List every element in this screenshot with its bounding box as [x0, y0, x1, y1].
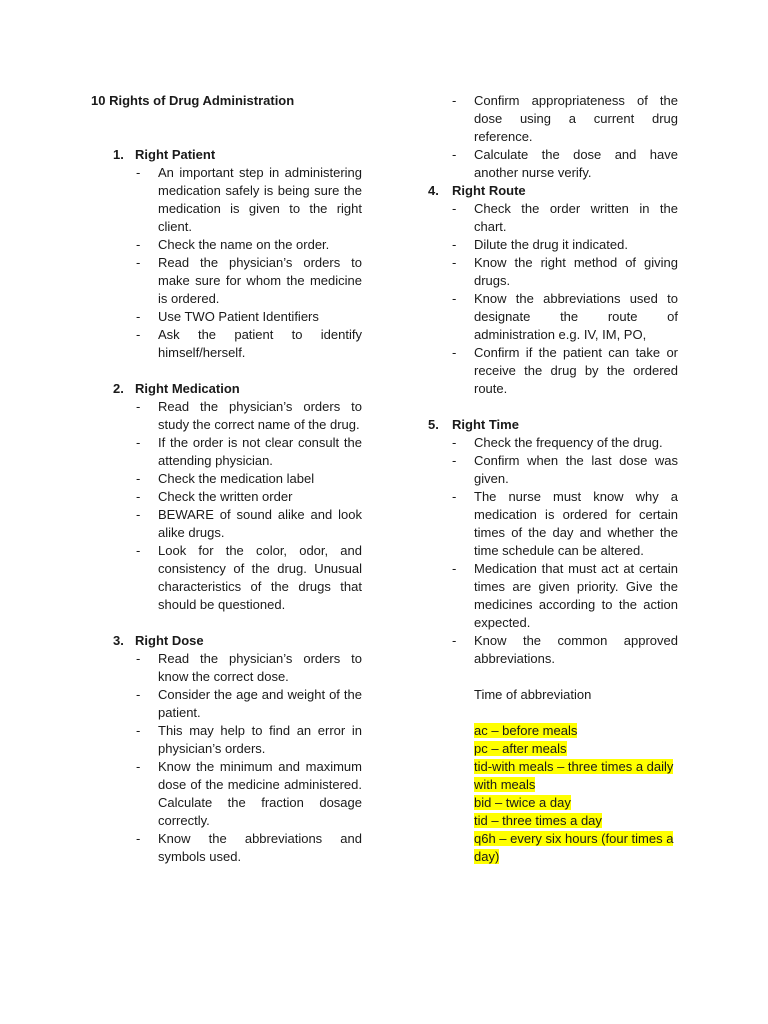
list-item-text: Know the common approved abbreviations.: [474, 633, 678, 666]
list-item: [91, 164, 362, 236]
list-item-text: Know the minimum and maximum dose of the medicine administered. Calculate the fraction dosage correctly.: [158, 759, 362, 828]
list-item: [91, 254, 362, 308]
list-item: [91, 236, 362, 254]
abbreviation-line: [474, 740, 678, 758]
list-item-text: Check the written order: [158, 489, 293, 504]
dash-marker: -: [452, 345, 457, 360]
highlighted-abbreviation: ac – before meals: [474, 723, 578, 738]
list-item-text: Check the name on the order.: [158, 237, 330, 252]
section-heading: [91, 380, 362, 398]
section-number: 3.: [113, 633, 124, 648]
list-item-text: This may help to find an error in physician’s orders.: [158, 723, 362, 756]
left-column: [91, 92, 362, 866]
dash-marker: -: [452, 291, 457, 306]
bullet-list: [91, 164, 362, 362]
dash-marker: -: [136, 651, 141, 666]
list-item: [91, 326, 362, 362]
bullet-list: [91, 650, 362, 866]
list-item-text: Check the order written in the chart.: [474, 201, 678, 234]
highlighted-abbreviation: tid – three times a day: [474, 813, 602, 828]
abbreviation-block: [474, 686, 678, 866]
list-item-text: Know the right method of giving drugs.: [474, 255, 678, 288]
section-heading: [424, 182, 678, 200]
highlighted-abbreviation: tid-with meals – three times a daily with meals: [474, 759, 674, 792]
dash-marker: -: [452, 237, 457, 252]
list-item-text: Confirm appropriateness of the dose using a current drug reference.: [474, 93, 678, 144]
list-item: [424, 146, 678, 182]
dash-marker: -: [136, 507, 141, 522]
list-item-text: Read the physician’s orders to know the correct dose.: [158, 651, 362, 684]
list-item-text: Read the physician’s orders to make sure for whom the medicine is ordered.: [158, 255, 362, 306]
section-number: 5.: [428, 417, 439, 432]
section-right-dose: [91, 632, 362, 866]
dash-marker: -: [136, 759, 141, 774]
section-number: 4.: [428, 183, 439, 198]
list-item: [91, 506, 362, 542]
list-item: [91, 758, 362, 830]
bullet-list-continued: [424, 92, 678, 182]
list-item: [424, 452, 678, 488]
dash-marker: -: [136, 831, 141, 846]
list-item: [91, 686, 362, 722]
list-item-text: Look for the color, odor, and consistency of the drug. Unusual characteristics of the drugs that should be questioned.: [158, 543, 362, 612]
dash-marker: -: [136, 687, 141, 702]
list-item: [91, 308, 362, 326]
list-item: [91, 434, 362, 470]
dash-marker: -: [452, 633, 457, 648]
dash-marker: -: [452, 561, 457, 576]
list-item-text: BEWARE of sound alike and look alike drugs.: [158, 507, 362, 540]
bullet-list: [424, 200, 678, 398]
section-heading: [424, 416, 678, 434]
dash-marker: -: [452, 147, 457, 162]
list-item-text: Read the physician’s orders to study the correct name of the drug.: [158, 399, 362, 432]
abbreviation-line: [474, 758, 678, 794]
dash-marker: -: [136, 309, 141, 324]
dash-marker: -: [136, 435, 141, 450]
dash-marker: -: [136, 723, 141, 738]
list-item: [424, 290, 678, 344]
section-heading: [91, 146, 362, 164]
dash-marker: -: [136, 237, 141, 252]
section-title: Right Route: [452, 183, 526, 198]
list-item-text: Use TWO Patient Identifiers: [158, 309, 319, 324]
list-item: [424, 92, 678, 146]
dash-marker: -: [136, 255, 141, 270]
dash-marker: -: [136, 327, 141, 342]
list-item: [424, 200, 678, 236]
highlighted-abbreviation: q6h – every six hours (four times a day): [474, 831, 674, 864]
section-title: Right Medication: [135, 381, 240, 396]
dash-marker: -: [452, 453, 457, 468]
bullet-list: [91, 398, 362, 614]
list-item: [91, 830, 362, 866]
list-item: [91, 398, 362, 434]
dash-marker: -: [136, 543, 141, 558]
list-item-text: Confirm when the last dose was given.: [474, 453, 678, 486]
dash-marker: -: [136, 489, 141, 504]
dash-marker: -: [452, 489, 457, 504]
list-item-text: Consider the age and weight of the patient.: [158, 687, 362, 720]
list-item-text: Calculate the dose and have another nurse verify.: [474, 147, 678, 180]
abbreviation-line: [474, 722, 678, 740]
list-item: [424, 632, 678, 668]
list-item-text: Know the abbreviations and symbols used.: [158, 831, 362, 864]
abbreviation-line: [474, 794, 678, 812]
list-item: [424, 488, 678, 560]
list-item-text: Medication that must act at certain times are given priority. Give the medicines according to the action expected.: [474, 561, 678, 630]
section-title: Right Time: [452, 417, 519, 432]
list-item: [91, 470, 362, 488]
dash-marker: -: [452, 435, 457, 450]
dash-marker: -: [452, 255, 457, 270]
section-heading: [91, 632, 362, 650]
list-item: [424, 254, 678, 290]
abbreviation-heading: Time of abbreviation: [474, 687, 592, 702]
list-item-text: Confirm if the patient can take or receive the drug by the ordered route.: [474, 345, 678, 396]
abbreviation-line: [474, 830, 678, 866]
list-item-text: Know the abbreviations used to designate the route of administration e.g. IV, IM, PO,: [474, 291, 678, 342]
list-item: [91, 488, 362, 506]
document-title: 10 Rights of Drug Administration: [91, 93, 295, 108]
highlighted-abbreviation: bid – twice a day: [474, 795, 571, 810]
section-title: Right Patient: [135, 147, 216, 162]
abbreviation-line: [474, 812, 678, 830]
list-item-text: An important step in administering medication safely is being sure the medication is given to the right client.: [158, 165, 362, 234]
section-number: 2.: [113, 381, 124, 396]
list-item-text: Ask the patient to identify himself/herself.: [158, 327, 362, 360]
list-item: [91, 722, 362, 758]
dash-marker: -: [452, 201, 457, 216]
section-number: 1.: [113, 147, 124, 162]
list-item: [424, 434, 678, 452]
highlighted-abbreviation: pc – after meals: [474, 741, 567, 756]
dash-marker: -: [452, 93, 457, 108]
dash-marker: -: [136, 399, 141, 414]
dash-marker: -: [136, 165, 141, 180]
list-item-text: If the order is not clear consult the attending physician.: [158, 435, 362, 468]
list-item: [424, 344, 678, 398]
section-right-patient: [91, 146, 362, 362]
bullet-list: [424, 434, 678, 668]
list-item-text: The nurse must know why a medication is ordered for certain times of the day and whether the time schedule can be altered.: [474, 489, 678, 558]
list-item: [91, 650, 362, 686]
section-right-medication: [91, 380, 362, 614]
list-item-text: Check the frequency of the drug.: [474, 435, 663, 450]
list-item: [91, 542, 362, 614]
list-item: [424, 236, 678, 254]
section-right-time: [424, 416, 678, 866]
list-item-text: Check the medication label: [158, 471, 315, 486]
section-right-route: [424, 182, 678, 398]
list-item-text: Dilute the drug it indicated.: [474, 237, 628, 252]
list-item: [424, 560, 678, 632]
dash-marker: -: [136, 471, 141, 486]
section-title: Right Dose: [135, 633, 204, 648]
right-column: [424, 92, 678, 866]
